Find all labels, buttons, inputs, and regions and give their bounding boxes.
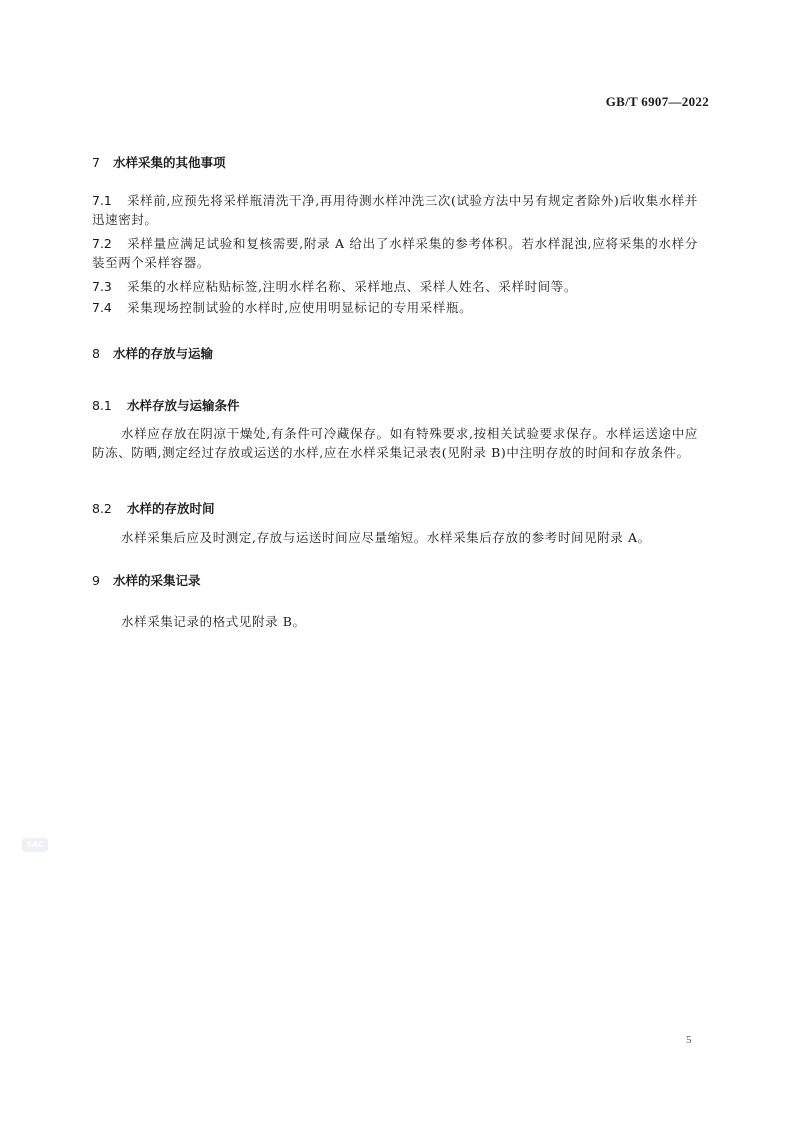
standard-code: GB/T 6907—2022: [605, 94, 709, 109]
section-number: 8: [92, 346, 100, 361]
section-9-heading: [92, 571, 201, 589]
clause-7-4: [92, 298, 698, 317]
clause-number: 7.3: [92, 279, 112, 294]
section-8-heading: [92, 344, 213, 362]
clause-number: 7.4: [92, 300, 112, 315]
clause-number: 7.1: [92, 193, 112, 208]
sac-stamp-icon: SAC: [22, 838, 48, 852]
section-8-1-heading: [92, 396, 240, 414]
clause-text: 采集现场控制试验的水样时,应使用明显标记的专用采样瓶。: [127, 300, 473, 315]
section-title: 水样的采集记录: [113, 573, 201, 588]
clause-text: 采样量应满足试验和复核需要,附录 A 给出了水样采集的参考体积。若水样混浊,应将采集的水样分装至两个采样容器。: [92, 236, 698, 270]
section-title: 水样的存放与运输: [113, 346, 214, 361]
subsection-title: 水样存放与运输条件: [127, 398, 240, 413]
clause-text: 采样前,应预先将采样瓶清洗干净,再用待测水样冲洗三次(试验方法中另有规定者除外)后收集水样并迅速密封。: [92, 193, 698, 227]
section-number: 7: [92, 155, 100, 170]
section-7-heading: [92, 153, 226, 171]
section-9-paragraph: 水样采集记录的格式见附录 B。: [121, 614, 306, 629]
clause-7-2: [92, 234, 698, 272]
section-8-2-paragraph: 水样采集后应及时测定,存放与运送时间应尽量缩短。水样采集后存放的参考时间见附录 A。: [121, 530, 651, 545]
subsection-number: 8.1: [92, 398, 112, 413]
section-8-1-paragraph: 水样应存放在阴凉干燥处,有条件可冷藏保存。如有特殊要求,按相关试验要求保存。水样运送途中应防冻、防晒,测定经过存放或运送的水样,应在水样采集记录表(见附录 B)中注明存放的时间和存放条件。: [92, 426, 698, 460]
page-number: 5: [686, 1034, 692, 1046]
section-title: 水样采集的其他事项: [113, 155, 226, 170]
subsection-number: 8.2: [92, 501, 112, 516]
clause-7-3: [92, 277, 698, 296]
clause-number: 7.2: [92, 236, 112, 251]
section-8-2-heading: [92, 499, 215, 517]
clause-7-1: [92, 191, 698, 229]
clause-text: 采集的水样应粘贴标签,注明水样名称、采样地点、采样人姓名、采样时间等。: [127, 279, 577, 294]
subsection-title: 水样的存放时间: [127, 501, 215, 516]
section-number: 9: [92, 573, 100, 588]
